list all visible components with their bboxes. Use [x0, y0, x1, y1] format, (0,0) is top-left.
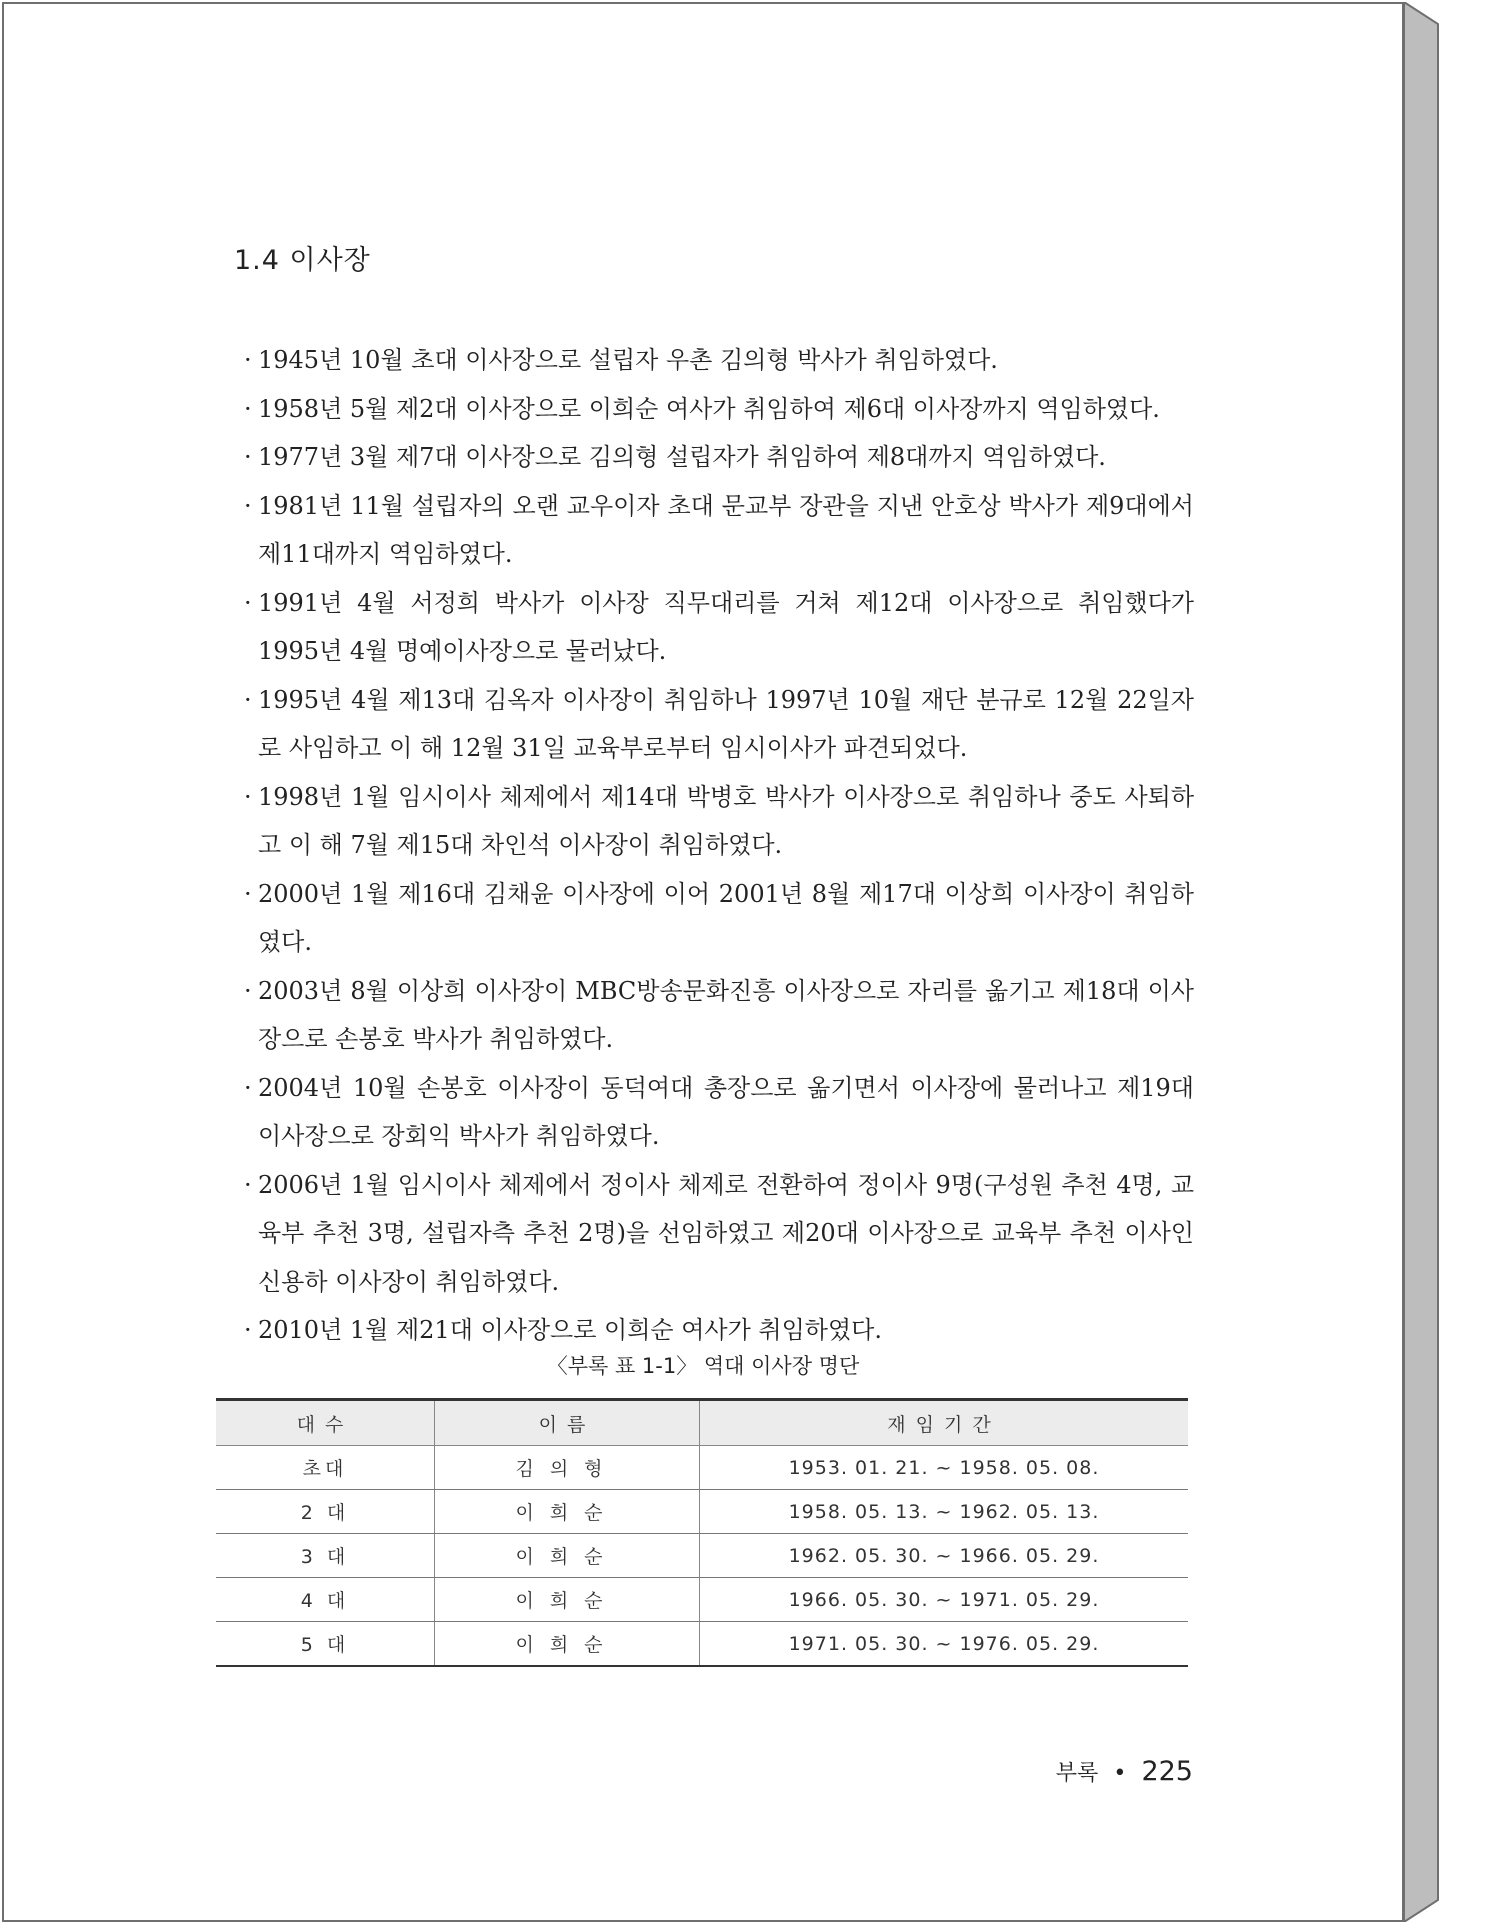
page-number: 225	[1141, 1756, 1193, 1787]
list-item	[244, 1064, 1194, 1161]
cell-term: 4 대	[216, 1578, 435, 1622]
header-period: 재임기간	[700, 1400, 1189, 1446]
cell-term: 초대	[216, 1446, 435, 1490]
list-item-text: 1945년 10월 초대 이사장으로 설립자 우촌 김의형 박사가 취임하였다.	[258, 346, 998, 374]
list-item-text: 1981년 11월 설립자의 오랜 교우이자 초대 문교부 장관을 지낸 안호상 박사가 제9대에서 제11대까지 역임하였다.	[258, 491, 1194, 568]
list-item	[244, 579, 1194, 676]
table-caption: 〈부록 표 1-1〉 역대 이사장 명단	[546, 1354, 860, 1378]
list-item-text: 1991년 4월 서정희 박사가 이사장 직무대리를 거쳐 제12대 이사장으로 취임했다가 1995년 4월 명예이사장으로 물러났다.	[258, 588, 1194, 665]
list-item	[244, 433, 1194, 482]
bullet-mark: ·	[244, 782, 252, 811]
cell-name: 이희순	[435, 1534, 700, 1578]
cell-period: 1953. 01. 21. ~ 1958. 05. 08.	[700, 1446, 1189, 1490]
cell-name: 이희순	[435, 1578, 700, 1622]
cell-period: 1966. 05. 30. ~ 1971. 05. 29.	[700, 1578, 1189, 1622]
list-item-text: 2000년 1월 제16대 김채윤 이사장에 이어 2001년 8월 제17대 이상희 이사장이 취임하였다.	[258, 879, 1194, 956]
cell-name: 이희순	[435, 1622, 700, 1667]
list-item	[244, 336, 1194, 385]
cell-period: 1962. 05. 30. ~ 1966. 05. 29.	[700, 1534, 1189, 1578]
bullet-mark: ·	[244, 879, 252, 908]
bullet-mark: ·	[244, 685, 252, 714]
table-row	[216, 1446, 1188, 1490]
cell-name: 이희순	[435, 1490, 700, 1534]
list-item	[244, 482, 1194, 579]
list-item	[244, 676, 1194, 773]
bullet-mark: ·	[244, 1073, 252, 1102]
history-list	[244, 336, 1194, 1355]
list-item	[244, 870, 1194, 967]
table-row	[216, 1622, 1188, 1667]
header-term: 대수	[216, 1400, 435, 1446]
footer-separator: •	[1113, 1761, 1127, 1786]
list-item-text: 2003년 8월 이상희 이사장이 MBC방송문화진흥 이사장으로 자리를 옮기고 제18대 이사장으로 손봉호 박사가 취임하였다.	[258, 976, 1194, 1053]
cell-period: 1971. 05. 30. ~ 1976. 05. 29.	[700, 1622, 1189, 1667]
chairman-table	[216, 1398, 1188, 1667]
list-item-text: 2006년 1월 임시이사 체제에서 정이사 체제로 전환하여 정이사 9명(구성원 추천 4명, 교육부 추천 3명, 설립자측 추천 2명)을 선임하였고 제20대 이사장으로 교육부 추천 이사인 신용하 이사장이 취임하였다.	[258, 1170, 1194, 1296]
list-item-text: 1977년 3월 제7대 이사장으로 김의형 설립자가 취임하여 제8대까지 역임하였다.	[258, 443, 1106, 471]
bullet-mark: ·	[244, 976, 252, 1005]
bullet-mark: ·	[244, 1170, 252, 1199]
list-item-text: 1958년 5월 제2대 이사장으로 이희순 여사가 취임하여 제6대 이사장까지 역임하였다.	[258, 394, 1160, 423]
bullet-mark: ·	[244, 443, 252, 471]
bullet-mark: ·	[244, 346, 252, 374]
table-row	[216, 1578, 1188, 1622]
cell-period: 1958. 05. 13. ~ 1962. 05. 13.	[700, 1490, 1189, 1534]
page-edge	[1404, 2, 1444, 1922]
table-row	[216, 1490, 1188, 1534]
section-heading: 1.4 이사장	[234, 245, 371, 276]
list-item-text: 2004년 10월 손봉호 이사장이 동덕여대 총장으로 옮기면서 이사장에 물러나고 제19대 이사장으로 장회익 박사가 취임하였다.	[258, 1073, 1194, 1150]
table-row	[216, 1534, 1188, 1578]
footer-label: 부록	[1055, 1761, 1099, 1786]
list-item	[244, 1161, 1194, 1307]
cell-term: 3 대	[216, 1534, 435, 1578]
header-name: 이름	[435, 1400, 700, 1446]
cell-name: 김의형	[435, 1446, 700, 1490]
bullet-mark: ·	[244, 1316, 252, 1344]
cell-term: 2 대	[216, 1490, 435, 1534]
list-item	[244, 385, 1194, 434]
cell-term: 5 대	[216, 1622, 435, 1667]
bullet-mark: ·	[244, 394, 252, 423]
list-item	[244, 967, 1194, 1064]
bullet-mark: ·	[244, 491, 252, 520]
list-item	[244, 773, 1194, 870]
list-item	[244, 1306, 1194, 1355]
bullet-mark: ·	[244, 588, 252, 617]
page-footer	[1056, 1756, 1193, 1787]
table-header-row	[216, 1400, 1188, 1446]
list-item-text: 2010년 1월 제21대 이사장으로 이희순 여사가 취임하였다.	[258, 1316, 882, 1344]
list-item-text: 1995년 4월 제13대 김옥자 이사장이 취임하나 1997년 10월 재단 분규로 12월 22일자로 사임하고 이 해 12월 31일 교육부로부터 임시이사가 파견되었다.	[258, 685, 1194, 762]
list-item-text: 1998년 1월 임시이사 체제에서 제14대 박병호 박사가 이사장으로 취임하나 중도 사퇴하고 이 해 7월 제15대 차인석 이사장이 취임하였다.	[258, 782, 1194, 859]
